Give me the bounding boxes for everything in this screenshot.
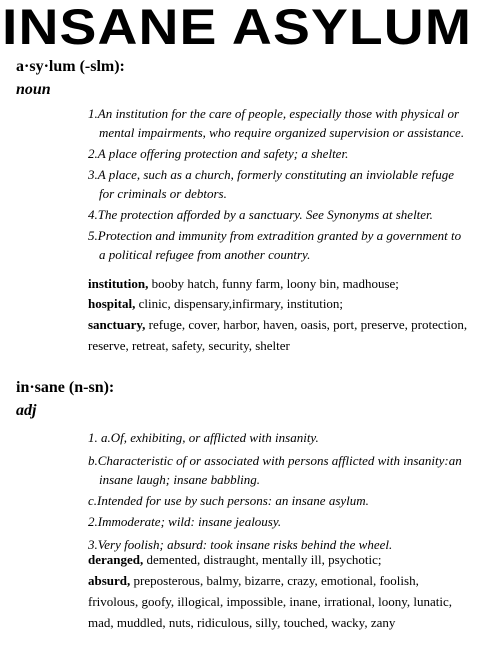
part-of-speech-noun: noun bbox=[16, 81, 51, 98]
synonym-term: institution, bbox=[88, 276, 149, 291]
synonym-term: absurd, bbox=[88, 573, 131, 588]
part-of-speech-adj: adj bbox=[16, 402, 37, 419]
synonym-list: demented, distraught, mentally ill, psychotic; bbox=[143, 552, 382, 567]
headword-insane: in·sane (n-sn): bbox=[16, 379, 115, 396]
synonym-group bbox=[88, 570, 468, 633]
synonyms-asylum bbox=[88, 274, 468, 356]
definition-list-asylum bbox=[88, 104, 468, 264]
definition-item: 2.A place offering protection and safety; a shelter. bbox=[88, 146, 349, 161]
synonym-list: booby hatch, funny farm, loony bin, madhouse; bbox=[148, 276, 399, 291]
definition-item: c.Intended for use by such persons: an insane asylum. bbox=[88, 493, 369, 508]
synonym-group bbox=[88, 294, 468, 314]
synonym-term: hospital, bbox=[88, 296, 136, 311]
definition-item: 3.Very foolish; absurd: took insane risks behind the wheel. bbox=[88, 537, 393, 552]
definition-item: 2.Immoderate; wild: insane jealousy. bbox=[88, 514, 282, 529]
definition-item: 4.The protection afforded by a sanctuary. See Synonyms at shelter. bbox=[88, 207, 433, 222]
headword-asylum: a·sy·lum (-slm): bbox=[16, 58, 125, 75]
definition-list-insane bbox=[88, 428, 468, 554]
definition-item: 3.A place, such as a church, formerly constituting an inviolable refuge for criminals or debtors. bbox=[88, 167, 454, 201]
synonym-list: preposterous, balmy, bizarre, crazy, emotional, foolish, frivolous, goofy, illogical, impossible, inane, irrational, loony, lunatic, mad, muddled, nuts, ridiculous, silly, touched, wacky, zany bbox=[88, 573, 453, 630]
synonym-group bbox=[88, 274, 468, 294]
definition-item: 1. a.Of, exhibiting, or afflicted with insanity. bbox=[88, 430, 319, 445]
synonym-list: refuge, cover, harbor, haven, oasis, port, preserve, protection, reserve, retreat, safety, security, shelter bbox=[88, 317, 468, 353]
synonym-list: clinic, dispensary,infirmary, institution; bbox=[135, 296, 344, 311]
synonym-group bbox=[88, 314, 468, 356]
synonym-term: deranged, bbox=[88, 552, 144, 567]
synonyms-insane bbox=[88, 550, 468, 633]
definition-item: 1.An institution for the care of people, especially those with physical or mental impairments, who require organized supervision or assistance. bbox=[88, 106, 465, 140]
synonym-term: sanctuary, bbox=[88, 317, 146, 332]
definition-item: 5.Protection and immunity from extradition granted by a government to a political refugee from another country. bbox=[88, 228, 462, 262]
page-title-text: INSANE ASYLUM bbox=[2, 0, 473, 48]
synonym-group bbox=[88, 550, 468, 570]
page-title bbox=[2, 0, 476, 48]
definition-item: b.Characteristic of or associated with persons afflicted with insanity:an insane laugh; insane babbling. bbox=[88, 453, 462, 487]
